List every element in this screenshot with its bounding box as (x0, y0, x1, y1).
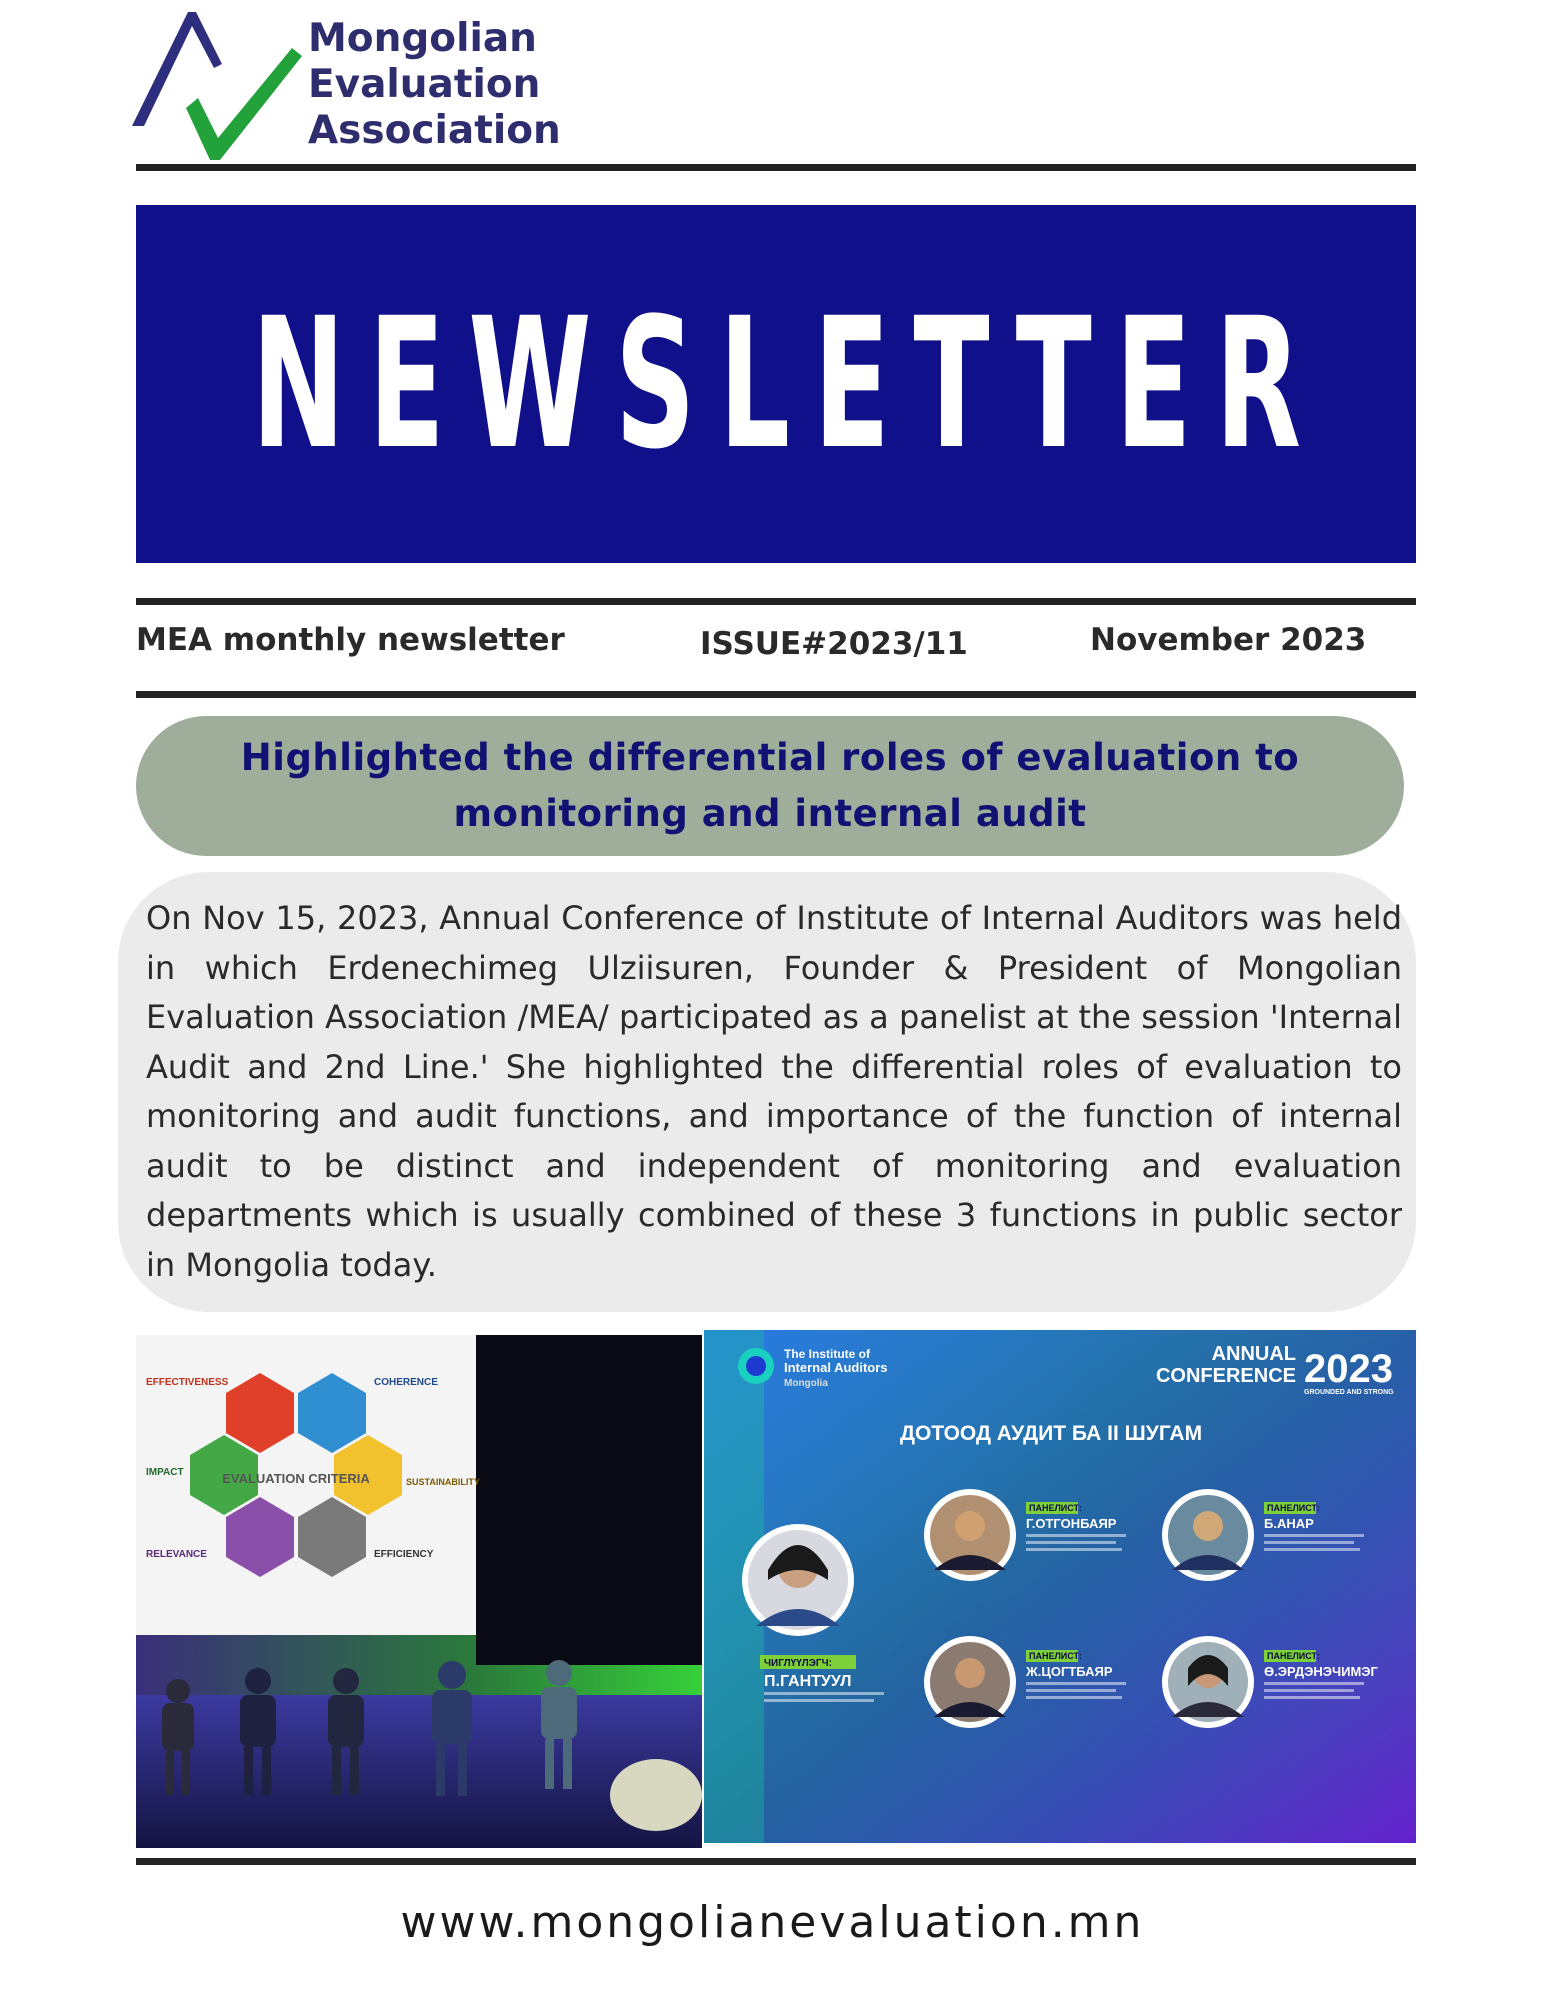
poster-illustration (704, 1330, 1416, 1843)
conference-line-1: ANNUAL (1211, 1343, 1296, 1365)
moderator-role: ЧИГЛҮҮЛЭГЧ: (764, 1658, 832, 1669)
headline-box (136, 716, 1404, 856)
session-title: ДОТООД АУДИТ БА II ШУГАМ (900, 1422, 1203, 1445)
panelist-4-name: Ө.ЭРДЭНЭЧИМЭГ (1264, 1664, 1378, 1679)
criterion-efficiency: EFFICIENCY (374, 1549, 434, 1560)
panelist-3-role: ПАНЕЛИСТ: (1029, 1651, 1082, 1661)
org-line-2: Internal Auditors (784, 1360, 888, 1375)
headline-text: Highlighted the differential roles of evaluation to monitoring and internal audit (240, 736, 1300, 835)
newsletter-banner (136, 205, 1416, 563)
criterion-sustainability: SUSTAINABILITY (406, 1477, 480, 1487)
criterion-coherence: COHERENCE (374, 1377, 438, 1388)
issue-date: November 2023 (1090, 622, 1367, 658)
banner-title: NEWSLETTER (251, 279, 1325, 489)
panelist-3-name: Ж.ЦОГТБАЯР (1026, 1664, 1113, 1679)
org-line-1: The Institute of (784, 1347, 870, 1361)
mea-logo-mark-icon (130, 8, 310, 173)
criterion-effectiveness: EFFECTIVENESS (146, 1377, 229, 1388)
website-url[interactable]: www.mongolianevaluation.mn (400, 1897, 1145, 1948)
stage-decoration (610, 1759, 702, 1831)
screen-center-label: EVALUATION CRITERIA (222, 1471, 370, 1486)
article-box (118, 872, 1416, 1312)
meta-divider-top (136, 598, 1416, 605)
conference-stage-photo (136, 1335, 702, 1848)
event-poster (704, 1330, 1416, 1843)
panelist-1-role: ПАНЕЛИСТ: (1029, 1503, 1082, 1513)
criterion-impact: IMPACT (146, 1467, 184, 1478)
mea-logo (130, 8, 570, 168)
panelist-1-name: Г.ОТГОНБАЯР (1026, 1516, 1117, 1531)
panelist-4-role: ПАНЕЛИСТ: (1267, 1651, 1320, 1661)
conference-tagline: GROUNDED AND STRONG (1304, 1389, 1394, 1396)
top-divider (136, 164, 1416, 171)
issue-number: ISSUE#2023/11 (700, 626, 968, 662)
logo-line-1: Mongolian (308, 16, 537, 61)
panelist-2-role: ПАНЕЛИСТ: (1267, 1503, 1320, 1513)
footer-divider (136, 1858, 1416, 1865)
criterion-relevance: RELEVANCE (146, 1549, 207, 1560)
conference-line-2: CONFERENCE (1155, 1365, 1296, 1387)
logo-line-3: Association (308, 108, 561, 153)
logo-line-2: Evaluation (308, 62, 541, 107)
publication-name: MEA monthly newsletter (136, 622, 565, 658)
stage-illustration (136, 1335, 702, 1848)
moderator-name: П.ГАНТУУЛ (764, 1673, 852, 1690)
meta-divider-bottom (136, 691, 1416, 698)
panelist-2-name: Б.АНАР (1264, 1516, 1314, 1531)
logo-wordmark (308, 16, 561, 154)
conference-year: 2023 (1304, 1347, 1393, 1391)
org-line-3: Mongolia (784, 1378, 828, 1389)
article-body: On Nov 15, 2023, Annual Conference of Institute of Internal Auditors was held in which Erdenechimeg Ulziisuren, Founder & President of Mongolian Evaluation Association /MEA/ participated as a panelist at the session 'Internal Audit and 2nd Line.' She highlighted the differential roles of evaluation to monitoring and audit functions, and importance of the function of internal audit to be distinct and independent of monitoring and evaluation departments which is usually combined of these 3 functions in public sector in Mongolia today. (146, 899, 1402, 1284)
